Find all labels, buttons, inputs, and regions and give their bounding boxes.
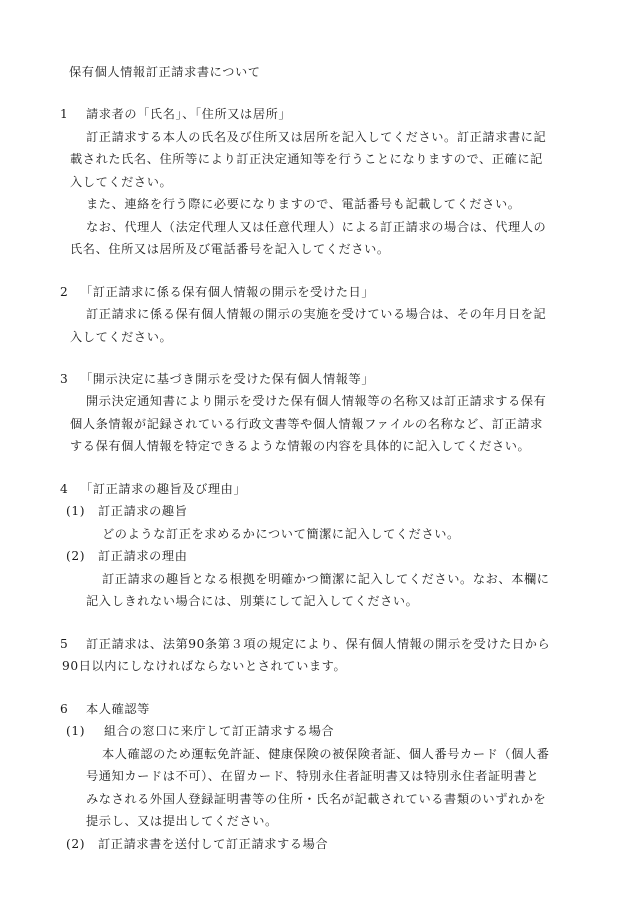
section-6-heading: 本人確認等: [86, 702, 150, 716]
section-1-heading: 請求者の「氏名」、「住所又は居所」: [86, 107, 292, 121]
section-1-p3-line1: なお、代理人（法定代理人又は任意代理人）による訂正請求の場合は、代理人の: [86, 220, 547, 234]
section-4-sub2-line2: 記入しきれない場合には、別葉にして記入してください。: [86, 594, 419, 608]
section-4-sub2-heading: 訂正請求の理由: [98, 549, 188, 563]
section-3-p1-line3: する保有個人情報を特定できるような情報の内容を具体的に記入してください。: [70, 439, 531, 453]
section-6-sub1-line4: 提示し、又は提出してください。: [86, 814, 278, 828]
section-2-number: 2: [60, 285, 69, 299]
section-4-sub2-number: (2): [66, 549, 86, 563]
section-1-p1-line3: 入してください。: [70, 175, 173, 189]
section-4-heading: 「訂正請求の趣旨及び理由」: [80, 482, 247, 496]
section-3-number: 3: [60, 372, 69, 386]
document-title: 保有個人情報訂正請求書について: [69, 65, 261, 79]
section-6-sub1-line2: 号通知カードは不可）、在留カード、特別永住者証明書又は特別永住者証明書と: [86, 769, 540, 783]
section-6-sub1-number: (1): [66, 724, 86, 738]
section-6-number: 6: [60, 702, 69, 716]
section-4-sub1-heading: 訂正請求の趣旨: [98, 504, 188, 518]
section-4-sub1-number: (1): [66, 504, 86, 518]
section-4-sub2-line1: 訂正請求の趣旨となる根拠を明確かつ簡潔に記入してください。なお、本欄に: [102, 572, 550, 586]
section-4-number: 4: [60, 482, 69, 496]
section-4-sub1-text: どのような訂正を求めるかについて簡潔に記入してください。: [102, 527, 460, 541]
section-3-heading: 「開示決定に基づき開示を受けた保有個人情報等」: [80, 372, 375, 386]
section-1-p2: また、連絡を行う際に必要になりますので、電話番号も記載してください。: [86, 197, 521, 211]
section-5-number: 5: [60, 637, 69, 651]
section-6-sub1-line3: みなされる外国人登録証明書等の住所・氏名が記載されている書類のいずれかを: [86, 792, 547, 806]
section-6-sub1-heading: 組合の窓口に来庁して訂正請求する場合: [104, 724, 335, 738]
section-1-p1-line2: 載された氏名、住所等により訂正決定通知等を行うことになりますので、正確に記: [70, 152, 543, 166]
section-1-p3-line2: 氏名、住所又は居所及び電話番号を記入してください。: [70, 242, 390, 256]
section-6-sub2-number: (2): [66, 837, 86, 851]
section-1-number: 1: [60, 107, 69, 121]
section-2-p1-line1: 訂正請求に係る保有個人情報の開示の実施を受けている場合は、その年月日を記: [86, 307, 547, 321]
section-2-p1-line2: 入してください。: [70, 330, 173, 344]
section-6-sub1-line1: 本人確認のため運転免許証、健康保険の被保険者証、個人番号カード（個人番: [102, 747, 550, 761]
section-3-p1-line2: 個人条情報が記録されている行政文書等や個人情報ファイルの名称など、訂正請求: [70, 417, 543, 431]
section-6-sub2-heading: 訂正請求書を送付して訂正請求する場合: [98, 837, 329, 851]
section-5-line2: 90日以内にしなければならないとされています。: [62, 659, 347, 673]
section-1-p1-line1: 訂正請求する本人の氏名及び住所又は居所を記入してください。訂正請求書に記: [86, 130, 547, 144]
section-5-line1: 訂正請求は、法第90条第３項の規定により、保有個人情報の開示を受けた日から: [86, 637, 551, 651]
section-2-heading: 「訂正請求に係る保有個人情報の開示を受けた日」: [80, 285, 375, 299]
section-3-p1-line1: 開示決定通知書により開示を受けた保有個人情報等の名称又は訂正請求する保有: [86, 394, 547, 408]
